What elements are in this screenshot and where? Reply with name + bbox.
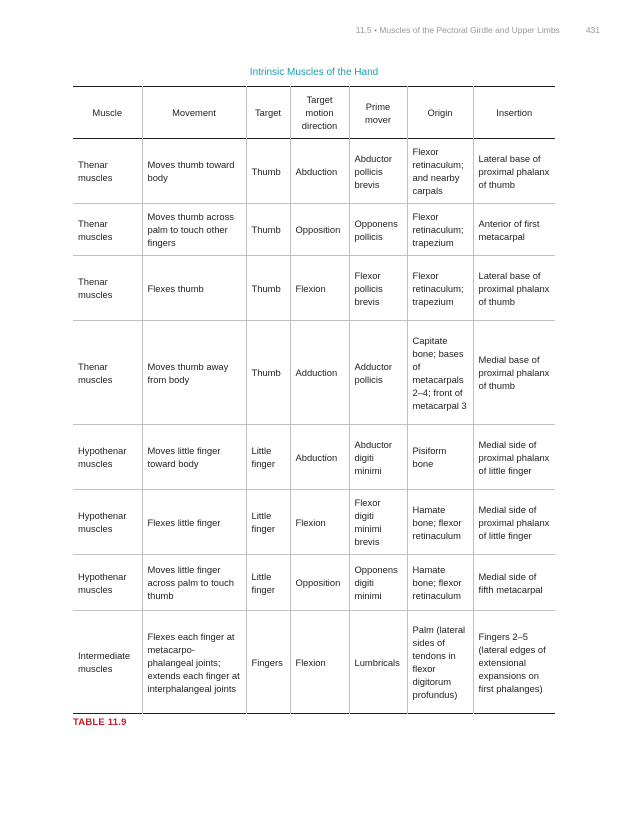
table-cell: Flexion	[290, 256, 349, 321]
table-cell: Moves little finger toward body	[142, 425, 246, 490]
table-cell: Medial side of fifth metacarpal	[473, 555, 555, 611]
table-cell: Hamate bone; flexor retinaculum	[407, 555, 473, 611]
column-header: Origin	[407, 87, 473, 139]
table-cell: Fingers	[246, 611, 290, 714]
table-cell: Thenar muscles	[78, 276, 113, 300]
table-cell: Opposition	[290, 204, 349, 256]
table-cell: Pisiform bone	[407, 425, 473, 490]
table-row	[73, 139, 555, 204]
table-cell: Hamate bone; flexor retinaculum	[407, 490, 473, 555]
table-cell: Intermediate muscles	[78, 650, 131, 674]
table-cell: Hypothenar muscles	[78, 570, 127, 595]
table-cell: Thumb	[246, 321, 290, 425]
table-cell: Palm (lateral sides of tendons in flexor digitorum profundus)	[407, 611, 473, 714]
column-header: Movement	[142, 87, 246, 139]
table-cell: Little finger	[246, 425, 290, 490]
running-head	[356, 25, 600, 35]
table-cell: Abduction	[290, 139, 349, 204]
table-cell: Thenar muscles	[78, 159, 113, 183]
table-cell: Thumb	[246, 139, 290, 204]
page-number: 431	[585, 25, 600, 35]
table-cell: Thumb	[246, 256, 290, 321]
table-cell: Adductor pollicis	[349, 321, 407, 425]
table-cell: Medial base of proximal phalanx of thumb	[473, 321, 555, 425]
column-header: Prime mover	[349, 87, 407, 139]
table-cell: Thenar muscles	[78, 217, 113, 242]
table-label: TABLE 11.9	[73, 717, 127, 728]
table-body	[73, 139, 555, 714]
table-row	[73, 425, 555, 490]
table-cell: Lumbricals	[349, 611, 407, 714]
table-cell: Abductor digiti minimi	[349, 425, 407, 490]
table-cell: Hypothenar muscles	[78, 510, 127, 534]
table-cell: Moves little finger across palm to touch thumb	[142, 555, 246, 611]
table-cell: Abduction	[290, 425, 349, 490]
table-cell: Anterior of first metacarpal	[473, 204, 555, 256]
table-row	[73, 611, 555, 714]
table-cell: Flexor retinaculum; trapezium	[407, 256, 473, 321]
table-cell: Little finger	[246, 555, 290, 611]
column-header: Target	[246, 87, 290, 139]
table-row	[73, 321, 555, 425]
table-cell: Medial side of proximal phalanx of little finger	[473, 425, 555, 490]
table-cell: Medial side of proximal phalanx of little finger	[473, 490, 555, 555]
table-row	[73, 204, 555, 256]
table-cell: Thumb	[246, 204, 290, 256]
column-header: Insertion	[473, 87, 555, 139]
table-row	[73, 256, 555, 321]
table-cell: Adduction	[290, 321, 349, 425]
table-cell: Opposition	[290, 555, 349, 611]
table-cell: Flexor pollicis brevis	[349, 256, 407, 321]
table-cell: Flexes little finger	[142, 490, 246, 555]
table-cell: Flexor retinaculum; trapezium	[407, 204, 473, 256]
table-cell: Moves thumb away from body	[142, 321, 246, 425]
table-cell: Lateral base of proximal phalanx of thumb	[473, 139, 555, 204]
table-cell: Flexes thumb	[142, 256, 246, 321]
muscles-table	[73, 86, 555, 714]
table-cell: Flexion	[290, 490, 349, 555]
table-row	[73, 490, 555, 555]
table-cell: Capitate bone; bases of metacarpals 2–4; front of metacarpal 3	[407, 321, 473, 425]
section-title: 11.5 • Muscles of the Pectoral Girdle and Upper Limbs	[355, 25, 560, 35]
table-cell: Thenar muscles	[78, 360, 113, 385]
table-row	[73, 555, 555, 611]
table-caption: Intrinsic Muscles of the Hand	[249, 67, 379, 78]
table-cell: Abductor pollicis brevis	[349, 139, 407, 204]
table-cell: Moves thumb toward body	[142, 139, 246, 204]
table-cell: Flexor digiti minimi brevis	[349, 490, 407, 555]
column-header: Target motion direction	[290, 87, 349, 139]
column-header: Muscle	[92, 107, 123, 118]
table-cell: Flexor retinaculum; and nearby carpals	[407, 139, 473, 204]
table-cell: Flexes each finger at metacarpo-phalangeal joints; extends each finger at interphalangeal joints	[142, 611, 246, 714]
table-cell: Lateral base of proximal phalanx of thumb	[473, 256, 555, 321]
table-cell: Moves thumb across palm to touch other fingers	[142, 204, 246, 256]
table-cell: Opponens digiti minimi	[349, 555, 407, 611]
table-cell: Opponens pollicis	[349, 204, 407, 256]
table-cell: Fingers 2–5 (lateral edges of extensional expansions on first phalanges)	[473, 611, 555, 714]
table-cell: Flexion	[290, 611, 349, 714]
table-cell: Little finger	[246, 490, 290, 555]
table-header-row	[73, 87, 555, 139]
table-cell: Hypothenar muscles	[78, 445, 127, 469]
